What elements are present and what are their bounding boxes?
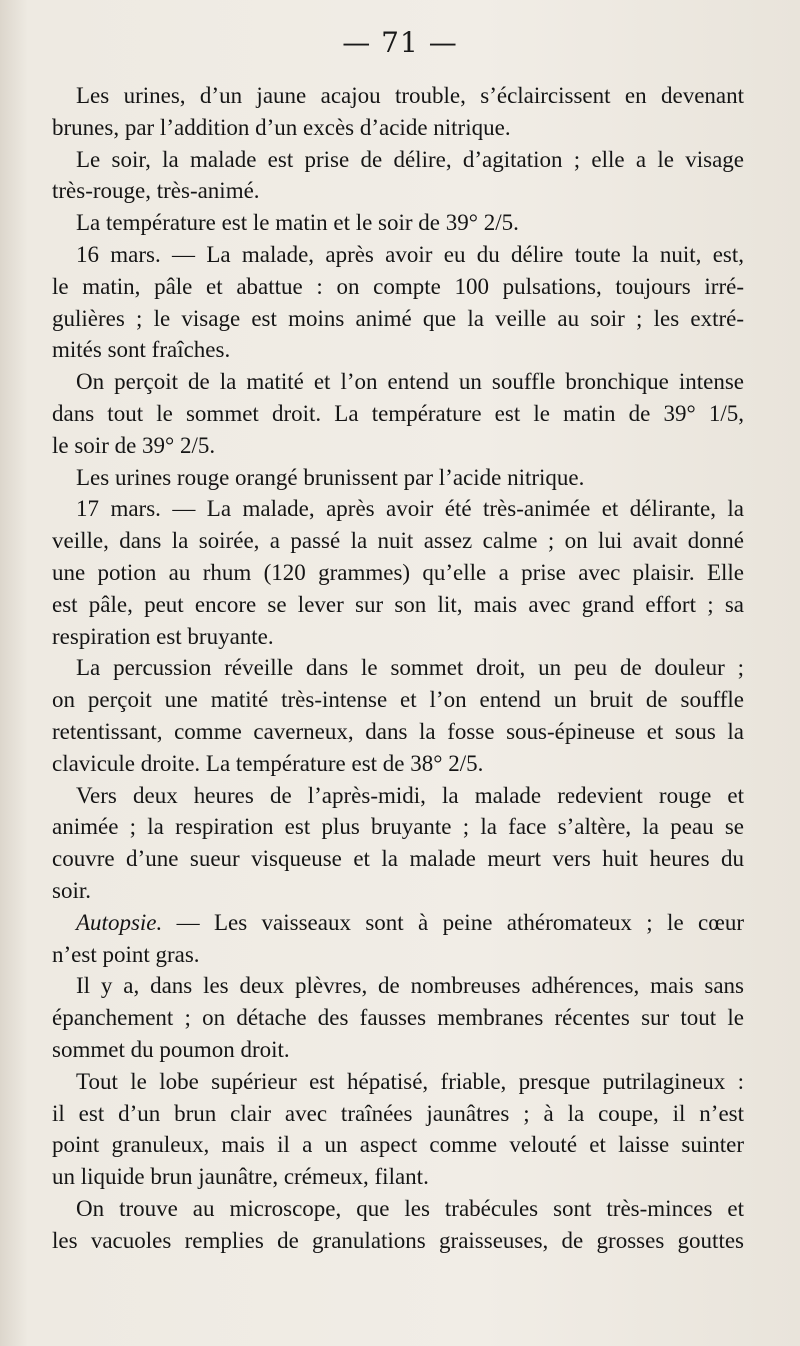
text-line: 16 mars. — La malade, après avoir eu du délire toute la nuit, est, [76, 241, 744, 267]
text-line: On trouve au microscope, que les trabécules sont très-minces et [76, 1195, 744, 1221]
text-line: Vers deux heures de l’après-midi, la malade redevient rouge et [76, 782, 744, 808]
text-line: dans tout le sommet droit. La température est le matin de 39° 1/5, [52, 400, 744, 426]
text-line: le matin, pâle et abattue : on compte 100 pulsations, toujours irré- [52, 273, 744, 299]
text-line: Il y a, dans les deux plèvres, de nombreuses adhérences, mais sans [76, 973, 744, 999]
text-line: gulières ; le visage est moins animé que la veille au soir ; les extré- [52, 305, 744, 331]
text-line: respiration est bruyante. [52, 623, 274, 649]
text-line: retentissant, comme caverneux, dans la fosse sous-épineuse et sous la [52, 718, 744, 744]
text-line: Tout le lobe supérieur est hépatisé, friable, presque putrilagineux : [76, 1068, 744, 1094]
text-line: brunes, par l’addition d’un excès d’acide nitrique. [52, 114, 511, 140]
text-line: Autopsie. — Les vaisseaux sont à peine athéromateux ; le cœur [76, 909, 744, 935]
text-line: est pâle, peut encore se lever sur son lit, mais avec grand effort ; sa [52, 591, 744, 617]
text-line: Le soir, la malade est prise de délire, d’agitation ; elle a le visage [76, 146, 744, 172]
text-line: sommet du poumon droit. [52, 1036, 290, 1062]
text-line: clavicule droite. La température est de 38° 2/5. [52, 750, 484, 776]
text-line: le soir de 39° 2/5. [52, 432, 216, 458]
text-line: un liquide brun jaunâtre, crémeux, filant. [52, 1164, 429, 1190]
text-line: animée ; la respiration est plus bruyante ; la face s’altère, la peau se [52, 814, 744, 840]
text-line: La température est le matin et le soir de 39° 2/5. [76, 210, 519, 236]
text-line: très-rouge, très-animé. [52, 178, 260, 204]
text-line: épanchement ; on détache des fausses membranes récentes sur tout le [52, 1005, 744, 1031]
text-line: La percussion réveille dans le sommet droit, un peu de douleur ; [76, 655, 744, 681]
page-number: — 71 — [342, 26, 458, 59]
text-line: On perçoit de la matité et l’on entend un souffle bronchique intense [76, 369, 744, 395]
text-line: il est d’un brun clair avec traînées jaunâtres ; à la coupe, il n’est [52, 1100, 744, 1126]
text-line: soir. [52, 877, 91, 903]
text-line: point granuleux, mais il a un aspect comme velouté et laisse suinter [52, 1132, 744, 1158]
text-line: veille, dans la soirée, a passé la nuit assez calme ; on lui avait donné [52, 528, 744, 554]
text-line: on perçoit une matité très-intense et l’on entend un bruit de souffle [52, 687, 744, 713]
text-line: les vacuoles remplies de granulations graisseuses, de grosses gouttes [52, 1227, 744, 1253]
text-line: Les urines rouge orangé brunissent par l’acide nitrique. [76, 464, 585, 490]
text-line: Les urines, d’un jaune acajou trouble, s’éclaircissent en devenant [76, 83, 744, 108]
text-line: mités sont fraîches. [52, 337, 231, 363]
text-line: couvre d’une sueur visqueuse et la malade meurt vers huit heures du [52, 846, 744, 872]
text-line: n’est point gras. [52, 941, 200, 967]
page-body-text [52, 80, 744, 1256]
text-line: 17 mars. — La malade, après avoir été très-animée et délirante, la [76, 496, 744, 522]
text-line: une potion au rhum (120 grammes) qu’elle a prise avec plaisir. Elle [52, 559, 744, 585]
